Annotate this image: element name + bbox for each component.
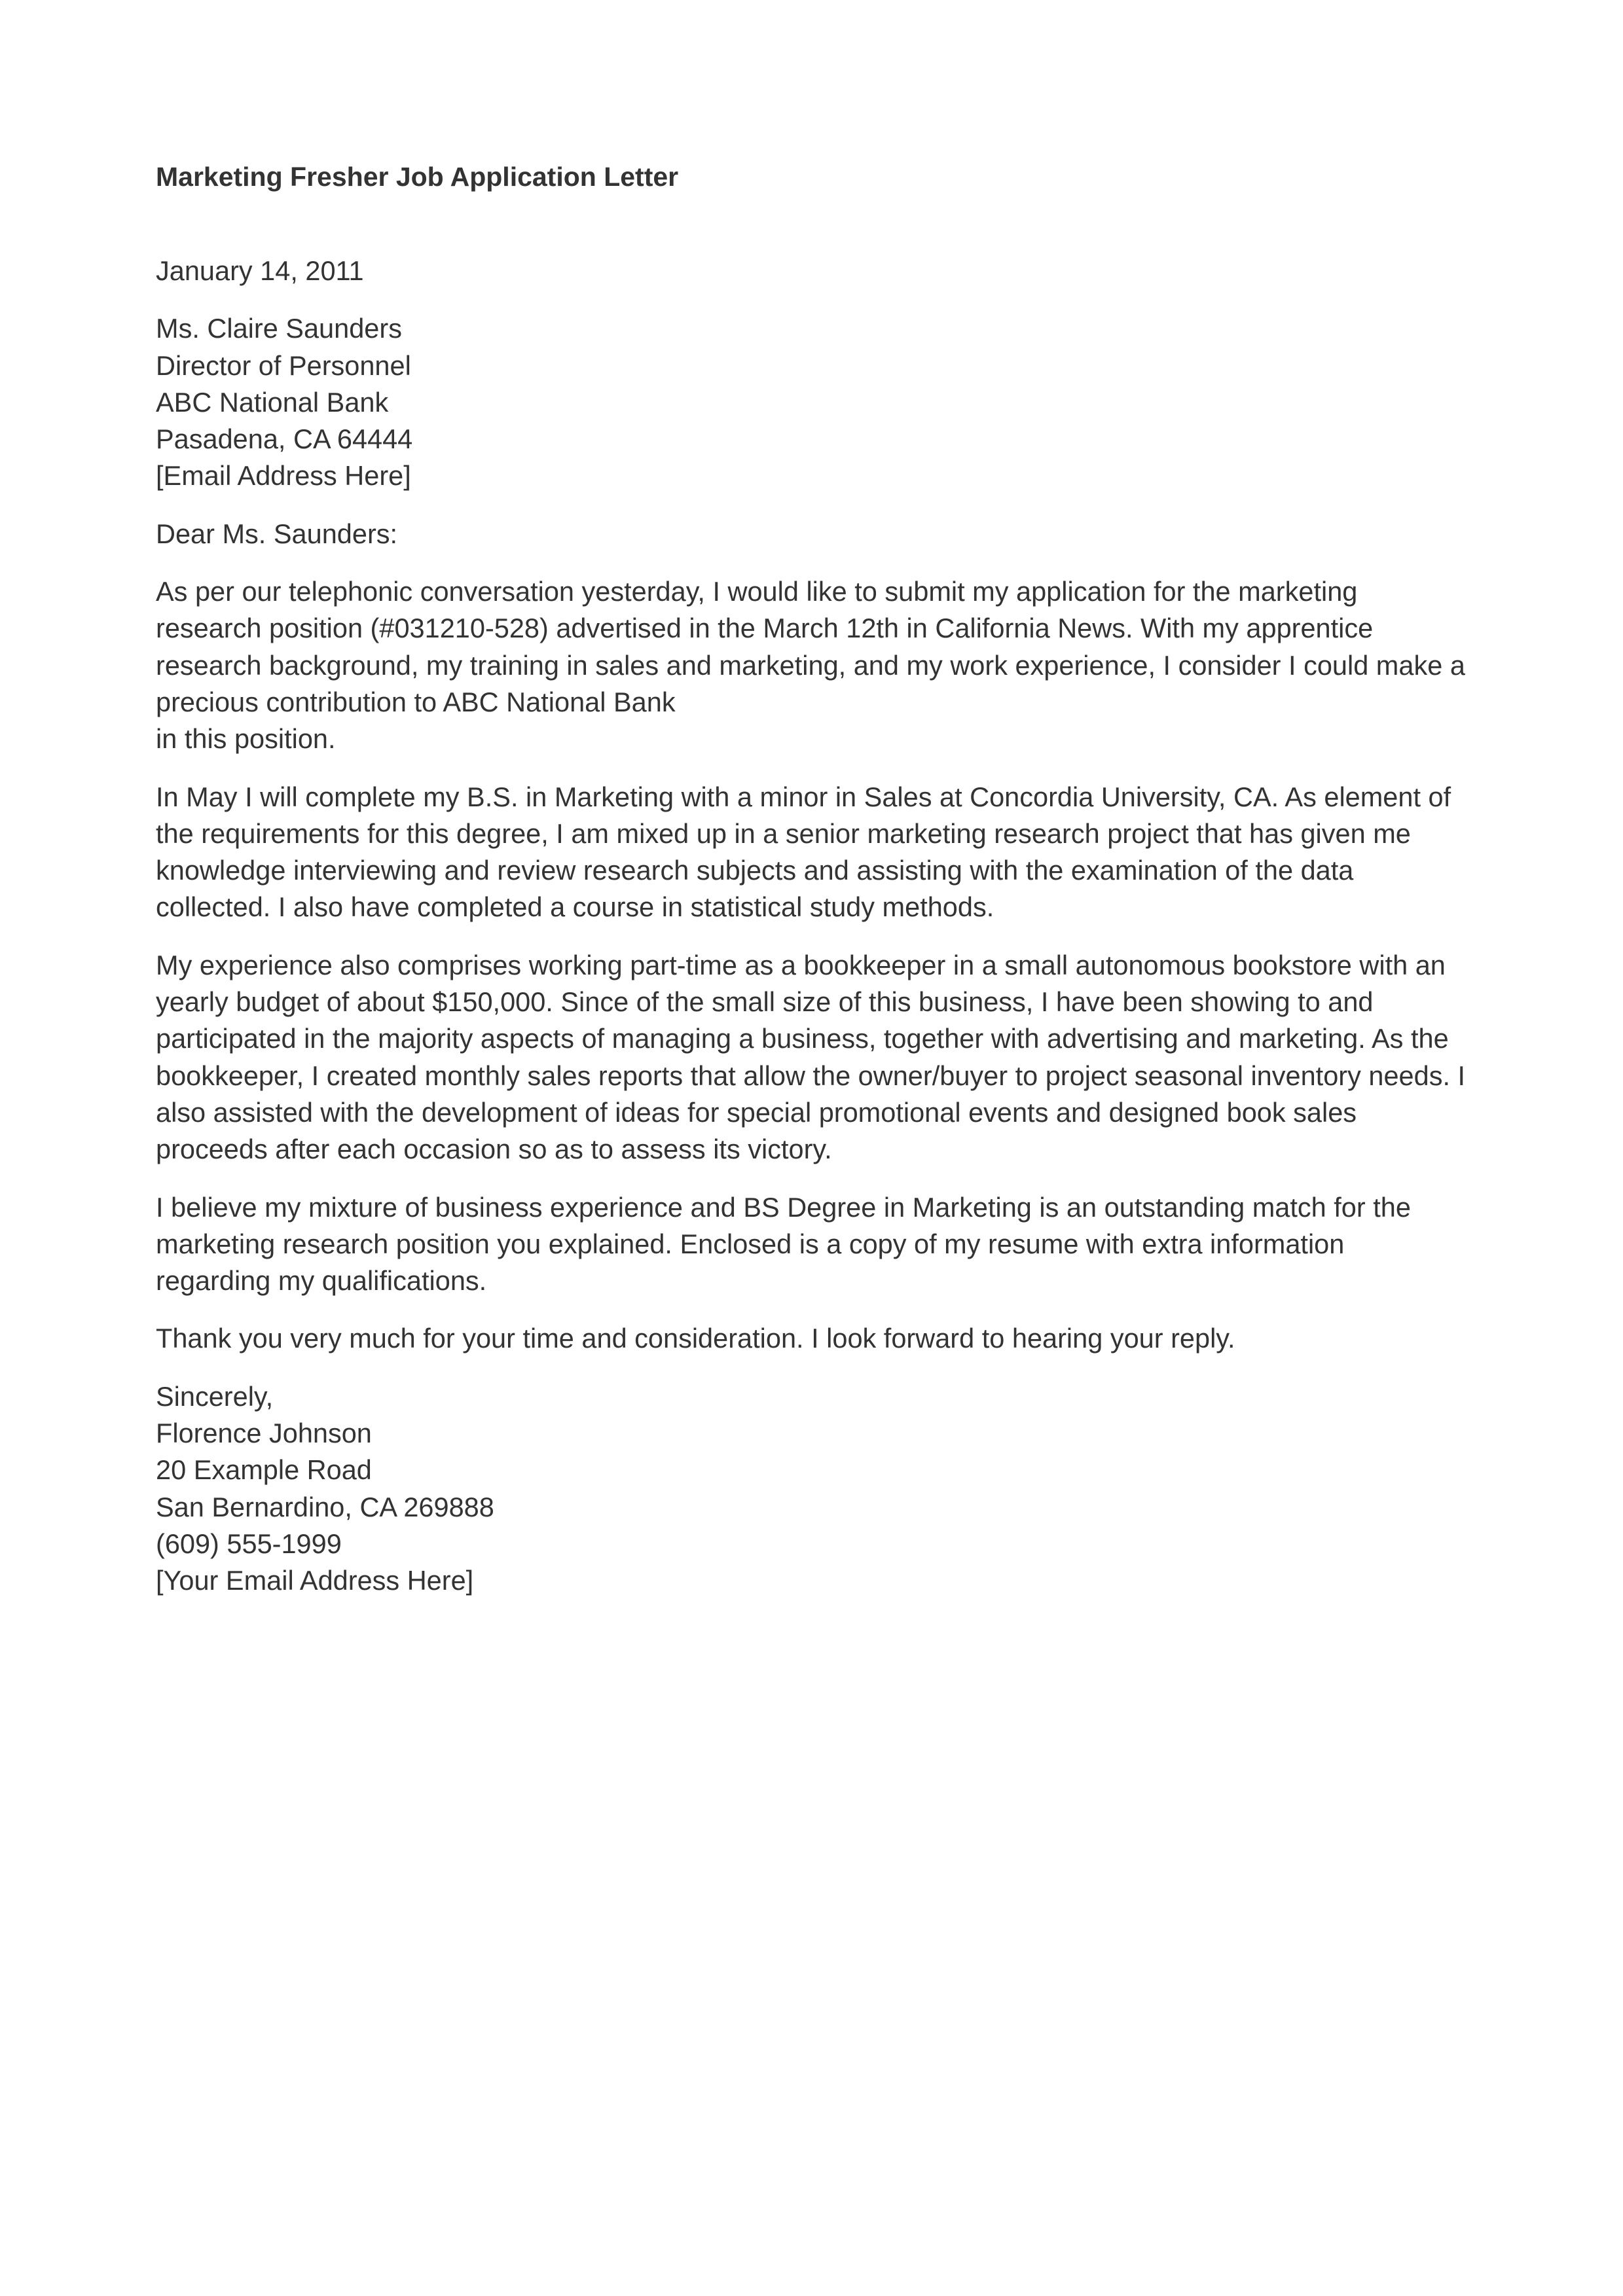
recipient-city: Pasadena, CA 64444 bbox=[156, 423, 413, 455]
recipient-organization: ABC National Bank bbox=[156, 386, 389, 418]
paragraph-line: proceeds after each occasion so as to assess its victory. bbox=[156, 1134, 832, 1165]
closing-phrase: Sincerely, bbox=[156, 1380, 274, 1412]
recipient-title: Director of Personnel bbox=[156, 350, 411, 381]
date-line: January 14, 2011 bbox=[156, 255, 364, 286]
body-paragraph-1 bbox=[156, 573, 1491, 757]
paragraph-line: marketing research position you explained. Enclosed is a copy of my resume with extra information bbox=[156, 1228, 1345, 1259]
paragraph-line: As per our telephonic conversation yesterday, I would like to submit my application for the marketing bbox=[156, 576, 1358, 607]
paragraph-line: also assisted with the development of ideas for special promotional events and designed book sales bbox=[156, 1096, 1357, 1128]
letter-date bbox=[156, 253, 1491, 289]
letter-title: Marketing Fresher Job Application Letter bbox=[156, 162, 679, 192]
body-paragraph-5 bbox=[156, 1320, 1491, 1357]
sender-city: San Bernardino, CA 269888 bbox=[156, 1491, 494, 1522]
paragraph-line: in this position. bbox=[156, 723, 336, 755]
paragraph-line: knowledge interviewing and review research subjects and assisting with the examination of the data bbox=[156, 855, 1354, 886]
paragraph-line: I believe my mixture of business experience and BS Degree in Marketing is an outstanding match for the bbox=[156, 1191, 1411, 1223]
paragraph-line: bookkeeper, I created monthly sales reports that allow the owner/buyer to project seasonal inventory needs. I bbox=[156, 1060, 1466, 1091]
salutation-line: Dear Ms. Saunders: bbox=[156, 518, 398, 549]
letter-content bbox=[156, 158, 1491, 1600]
recipient-email: [Email Address Here] bbox=[156, 460, 411, 492]
paragraph-line: research position (#031210-528) advertised in the March 12th in California News. With my apprentice bbox=[156, 613, 1374, 644]
recipient-name: Ms. Claire Saunders bbox=[156, 313, 402, 344]
paragraph-line: yearly budget of about $150,000. Since of the small size of this business, I have been showing to and bbox=[156, 986, 1374, 1018]
paragraph-line: In May I will complete my B.S. in Marketing with a minor in Sales at Concordia University, CA. As element of bbox=[156, 781, 1451, 812]
sender-name: Florence Johnson bbox=[156, 1418, 372, 1449]
recipient-address bbox=[156, 310, 1491, 494]
paragraph-line: the requirements for this degree, I am mixed up in a senior marketing research project that has given me bbox=[156, 817, 1411, 849]
salutation bbox=[156, 516, 1491, 552]
body-paragraph-3 bbox=[156, 947, 1491, 1168]
sender-street: 20 Example Road bbox=[156, 1454, 372, 1486]
body-paragraph-2 bbox=[156, 779, 1491, 926]
paragraph-line: participated in the majority aspects of managing a business, together with advertising and marketing. As the bbox=[156, 1023, 1449, 1054]
paragraph-line: collected. I also have completed a course in statistical study methods. bbox=[156, 891, 994, 923]
body-paragraph-4 bbox=[156, 1189, 1491, 1300]
sender-email: [Your Email Address Here] bbox=[156, 1565, 474, 1596]
paragraph-line: My experience also comprises working part-time as a bookkeeper in a small autonomous bookstore with an bbox=[156, 949, 1446, 980]
closing-signature bbox=[156, 1378, 1491, 1600]
paragraph-line: regarding my qualifications. bbox=[156, 1265, 487, 1297]
sender-phone: (609) 555-1999 bbox=[156, 1528, 342, 1559]
paragraph-line: precious contribution to ABC National Bank bbox=[156, 686, 676, 717]
paragraph-line: Thank you very much for your time and consideration. I look forward to hearing your reply. bbox=[156, 1323, 1235, 1354]
paragraph-line: research background, my training in sales and marketing, and my work experience, I consider I could make a bbox=[156, 649, 1465, 681]
